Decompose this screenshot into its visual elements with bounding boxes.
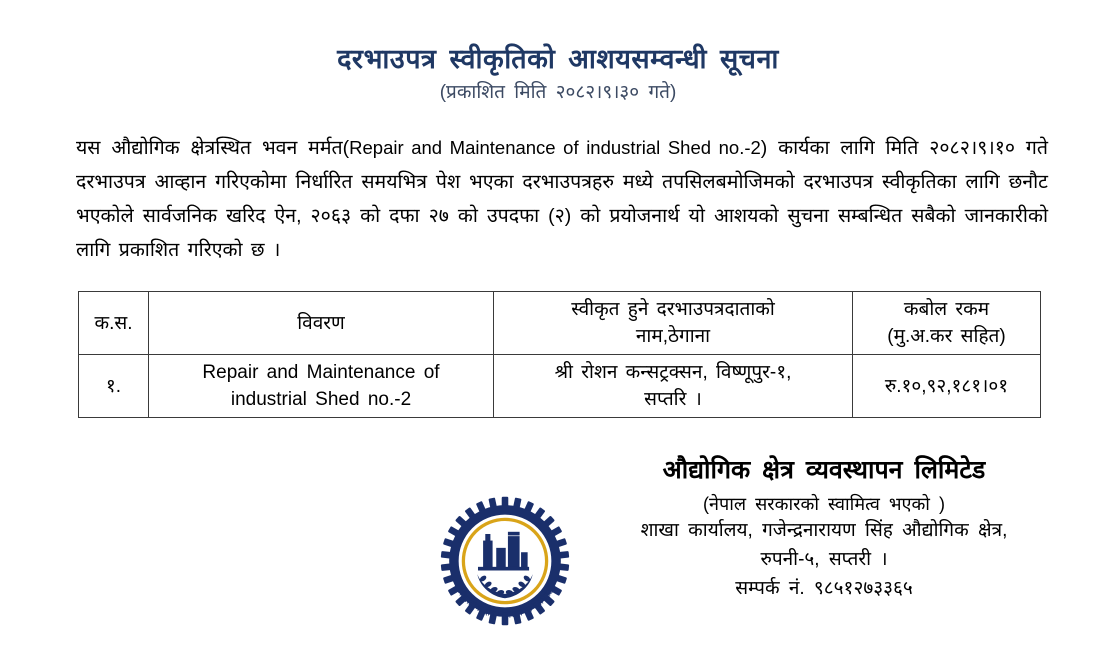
signature-text-block bbox=[596, 455, 1052, 604]
bid-award-table bbox=[78, 291, 1041, 418]
body-segment-1: यस औद्योगिक क्षेत्रस्थित भवन मर्मत( bbox=[76, 136, 350, 159]
cell-description-line-1: Repair and Maintenance of bbox=[202, 362, 440, 383]
header-bidder-name-address bbox=[494, 292, 853, 355]
cell-description bbox=[149, 355, 494, 418]
body-segment-2: ) कार्यका लागि मिति २०८२।९।१० गते दरभाउपत्र आव्हान गरिएकोमा निर्धारित समयभित्र पेश भएका दरभाउपत्रहरु मध्ये तपसिलबमोजिमको दरभाउपत्र स्वीकृतिका लागि छनौट भएकोले सार्वजनिक खरिद ऐन, २०६३ को दफा २७ को उपदफा (२) को प्रयोजनार्थ यो आशयको सुचना सम्बन्धित सबैको जानकारीको लागि प्रकाशित गरिएको छ । bbox=[76, 136, 1048, 261]
office-address-line-1: शाखा कार्यालय, गजेन्द्रनारायण सिंह औद्योगिक क्षेत्र, bbox=[640, 520, 1008, 542]
table-header-row bbox=[79, 292, 1041, 355]
notice-body-paragraph bbox=[76, 131, 1048, 267]
title-block bbox=[0, 0, 1116, 105]
body-latin-work-title: Repair and Maintenance of industrial Shed no.-2 bbox=[349, 136, 761, 158]
header-amount-line-1: कबोल रकम bbox=[903, 299, 990, 320]
organization-logo-emblem bbox=[432, 488, 578, 634]
cell-bidder-line-2: सप्तरि । bbox=[644, 389, 702, 410]
header-description: विवरण bbox=[149, 292, 494, 355]
emblem-ring-textpath: औद्योगिक क्षेत्र व्यवस्थापन लिमिटेड bbox=[453, 585, 557, 622]
emblem-svg bbox=[432, 488, 578, 634]
footer-block bbox=[0, 455, 1116, 671]
contact-number: सम्पर्क नं. ९८५१२७३३६५ bbox=[735, 578, 913, 600]
cell-bidder-name-address bbox=[494, 355, 853, 418]
header-amount-line-2: (मु.अ.कर सहित) bbox=[887, 326, 1006, 347]
table-row bbox=[79, 355, 1041, 418]
cell-quoted-amount: रु.१०,९२,१८१।०१ bbox=[853, 355, 1041, 418]
header-quoted-amount bbox=[853, 292, 1041, 355]
organization-name: औद्योगिक क्षेत्र व्यवस्थापन लिमिटेड bbox=[662, 456, 986, 484]
document-title: दरभाउपत्र स्वीकृतिको आशयसम्वन्धी सूचना bbox=[337, 44, 779, 74]
cell-serial-number: १. bbox=[79, 355, 149, 418]
organization-ownership-note: (नेपाल सरकारको स्वामित्व भएको ) bbox=[703, 494, 945, 515]
header-bidder-line-1: स्वीकृत हुने दरभाउपत्रदाताको bbox=[571, 299, 775, 320]
cell-description-line-2: industrial Shed no.-2 bbox=[230, 389, 412, 410]
header-bidder-line-2: नाम,ठेगाना bbox=[635, 326, 711, 347]
cell-bidder-line-1: श्री रोशन कन्सट्रक्सन, विष्णूपुर-१, bbox=[554, 362, 792, 383]
header-serial-number: क.स. bbox=[79, 292, 149, 355]
publication-date-subtitle: (प्रकाशित मिति २०८२।९।३० गते) bbox=[439, 82, 677, 104]
bid-award-table-wrapper bbox=[78, 291, 1040, 418]
office-address-line-2: रुपनी-५, सप्तरी । bbox=[760, 548, 888, 570]
